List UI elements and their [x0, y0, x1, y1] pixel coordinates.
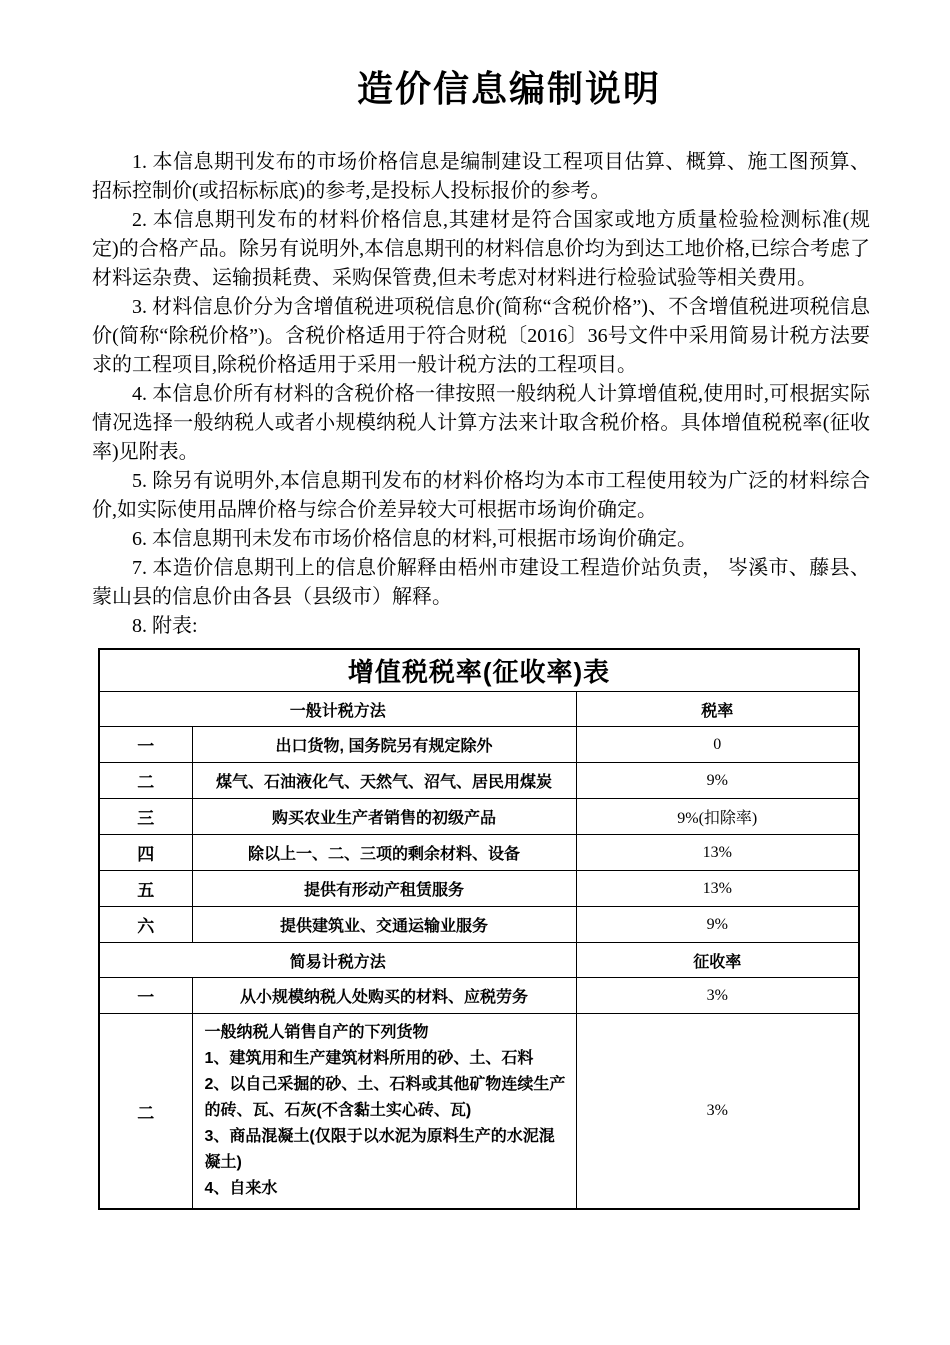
table-row: [99, 799, 859, 835]
paragraph-3: 3. 材料信息价分为含增值税进项税信息价(简称“含税价格”)、不含增值税进项税信息价(简称“除税价格”)。含税价格适用于符合财税〔2016〕36号文件中采用简易计税方法要求的工程项目,除税价格适用于采用一般计税方法的工程项目。: [92, 296, 870, 376]
row-index: 一: [99, 727, 192, 763]
item-line: 2、以自己采掘的砂、土、石料或其他矿物连续生产的砖、瓦、石灰(不含黏土实心砖、瓦): [204, 1076, 566, 1119]
method-header: 一般计税方法: [99, 692, 576, 727]
document-body: [92, 148, 870, 641]
document-title: 造价信息编制说明: [356, 68, 661, 109]
row-rate: 9%(扣除率): [576, 799, 859, 835]
table-row: [99, 978, 859, 1014]
paragraph-5: 5. 除另有说明外,本信息期刊发布的材料价格均为本市工程使用较为广泛的材料综合价,如实际使用品牌价格与综合价差异较大可根据市场询价确定。: [92, 470, 870, 521]
table-row: [99, 835, 859, 871]
vat-rate-table: [98, 648, 860, 1210]
row-index: 一: [99, 978, 192, 1014]
paragraph-6: 6. 本信息期刊未发布市场价格信息的材料,可根据市场询价确定。: [132, 528, 697, 550]
table-row: [99, 763, 859, 799]
row-rate: 3%: [576, 978, 859, 1014]
row-index: 三: [99, 799, 192, 835]
paragraph-4: 4. 本信息价所有材料的含税价格一律按照一般纳税人计算增值税,使用时,可根据实际情况选择一般纳税人或者小规模纳税人计算方法来计取含税价格。具体增值税税率(征收率)见附表。: [92, 383, 870, 463]
row-rate: 13%: [576, 871, 859, 907]
row-index: 四: [99, 835, 192, 871]
row-index: 六: [99, 907, 192, 943]
paragraph-1: 1. 本信息期刊发布的市场价格信息是编制建设工程项目估算、概算、施工图预算、招标控制价(或招标标底)的参考,是投标人投标报价的参考。: [92, 151, 870, 202]
table-title: 增值税税率(征收率)表: [99, 649, 859, 692]
table-row: [99, 727, 859, 763]
row-index: 二: [99, 763, 192, 799]
row-item: 出口货物, 国务院另有规定除外: [192, 727, 576, 763]
row-item: 煤气、石油液化气、天然气、沼气、居民用煤炭: [192, 763, 576, 799]
row-item: 提供有形动产租赁服务: [192, 871, 576, 907]
item-line: 1、建筑用和生产建筑材料所用的砂、土、石料: [204, 1050, 534, 1067]
table-row-self-produced-goods: [99, 1014, 859, 1210]
row-item: 提供建筑业、交通运输业服务: [192, 907, 576, 943]
row-rate: 9%: [576, 763, 859, 799]
section-header-general: [99, 692, 859, 727]
rate-header: 税率: [576, 692, 859, 727]
row-item-multiline: [192, 1014, 576, 1210]
document-page: [92, 0, 870, 1210]
row-item: 除以上一、二、三项的剩余材料、设备: [192, 835, 576, 871]
row-item: 购买农业生产者销售的初级产品: [192, 799, 576, 835]
row-rate: 13%: [576, 835, 859, 871]
row-rate: 0: [576, 727, 859, 763]
row-index: 五: [99, 871, 192, 907]
table-row: [99, 871, 859, 907]
method-header: 简易计税方法: [99, 943, 576, 978]
paragraph-8-appendix-label: 8. 附表:: [132, 615, 198, 637]
row-rate: 3%: [576, 1014, 859, 1210]
paragraph-2: 2. 本信息期刊发布的材料价格信息,其建材是符合国家或地方质量检验检测标准(规定)的合格产品。除另有说明外,本信息期刊的材料信息价均为到达工地价格,已综合考虑了材料运杂费、运输损耗费、采购保管费,但未考虑对材料进行检验试验等相关费用。: [92, 209, 870, 289]
section-header-simple: [99, 943, 859, 978]
table-row: [99, 907, 859, 943]
paragraph-7: 7. 本造价信息期刊上的信息价解释由梧州市建设工程造价站负责， 岑溪市、藤县、蒙山县的信息价由各县（县级市）解释。: [92, 557, 870, 608]
row-index: 二: [99, 1014, 192, 1210]
item-line: 一般纳税人销售自产的下列货物: [204, 1024, 429, 1041]
row-item: 从小规模纳税人处购买的材料、应税劳务: [192, 978, 576, 1014]
item-line: 3、商品混凝土(仅限于以水泥为原料生产的水泥混凝土): [204, 1128, 555, 1171]
row-rate: 9%: [576, 907, 859, 943]
table-title-row: [99, 649, 859, 692]
rate-header: 征收率: [576, 943, 859, 978]
item-line: 4、自来水: [204, 1180, 278, 1197]
